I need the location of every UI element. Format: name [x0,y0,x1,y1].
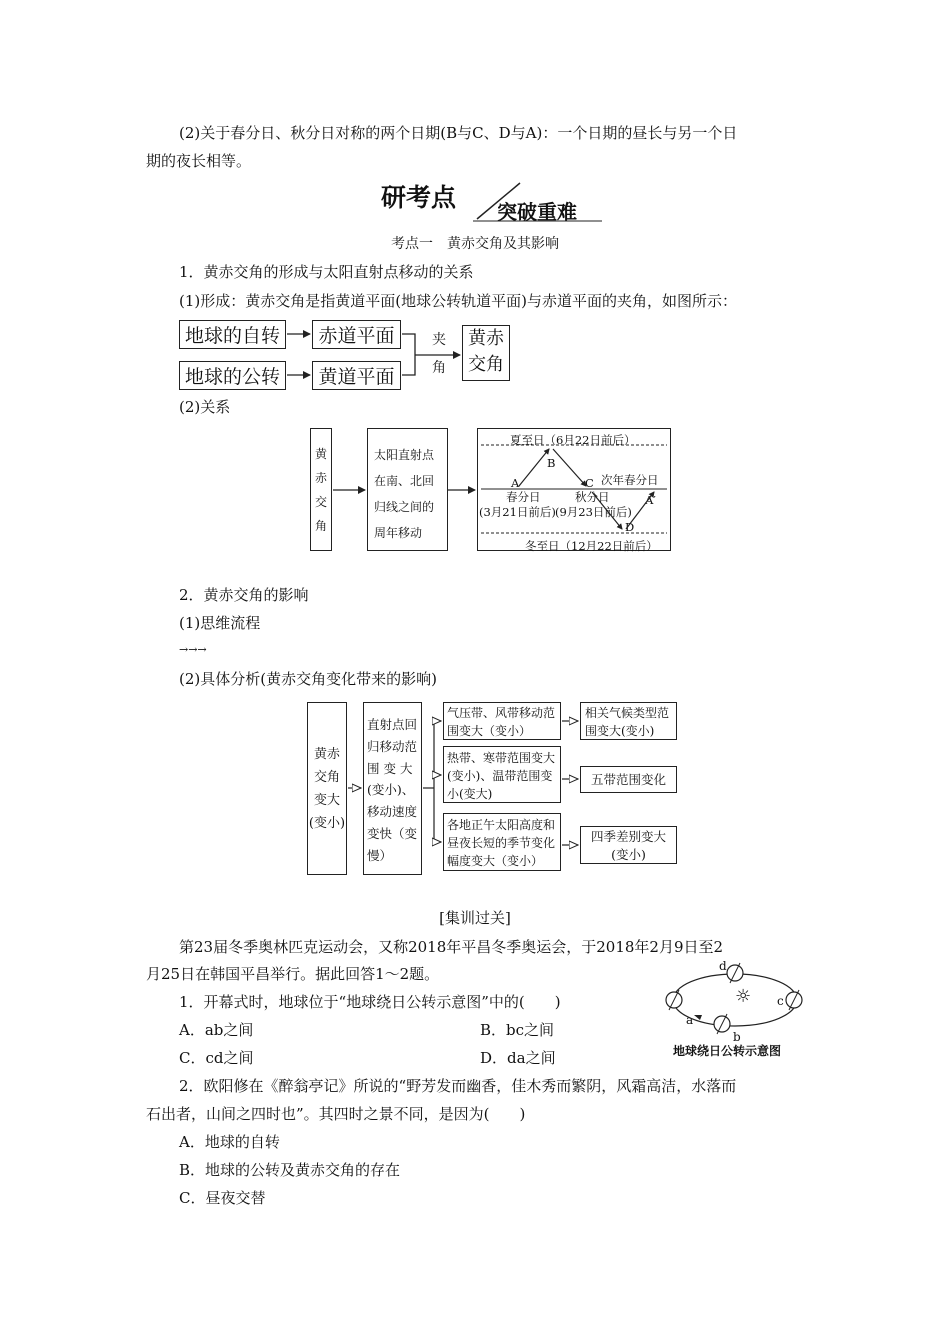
s1-formation: (1)形成：黄赤交角是指黄道平面(地球公转轨道平面)与赤道平面的夹角，如图所示： [179,292,737,310]
label-spring-equinox: 春分日 [506,490,541,504]
mid-line-1: 太阳直射点 [374,448,435,462]
mid-line-2: 在南、北回 [374,474,435,488]
label-autumn-date: (9月23日前后) [555,505,632,519]
left-line-4: (变小) [308,816,346,831]
vchar-1: 黄 [314,447,327,461]
vchar-4: 角 [314,519,327,533]
label-spring-date: (3月21日前后) [479,505,556,519]
mid-line-4: 周年移动 [374,526,423,540]
label-point-a-prime: A′ [645,493,656,507]
o1-line-2: 围变大(变小) [585,724,655,738]
earth-c-icon [786,990,802,1010]
earth-d-icon [727,963,743,983]
label-summer-solstice: 夏至日（6月22日前后） [510,433,636,447]
angle-label-top: 夹 [432,332,446,348]
box-earth-rotation: 地球的自转 [179,320,286,349]
orbit-label-c: c [777,994,784,1008]
label-point-b: B [547,456,556,470]
earth-a-icon [666,990,682,1010]
s1-relation: (2)关系 [179,398,231,416]
left-line-2: 交角 [313,770,340,785]
label-next-spring: 次年春分日 [601,473,659,487]
s1-heading: 1．黄赤交角的形成与太阳直射点移动的关系 [179,263,474,281]
section-title: 考点一 黄赤交角及其影响 [391,236,559,252]
orbit-label-d: d [719,959,727,973]
mid3-line-6: 变快（变 [367,825,418,841]
angle-label-bottom: 角 [432,360,446,376]
formation-arrows [287,334,460,375]
practice-intro-1: 第23届冬季奥林匹克运动会，又称2018年平昌冬季奥运会，于2018年2月9日至2 [179,938,724,956]
orbit-label-b: b [733,1030,741,1044]
intro-line-1: (2)关于春分日、秋分日对称的两个日期(B与C、D与A)：一个日期的昼长与另一个日 [179,124,738,142]
o3-line-1: 四季差别变大 [590,829,666,844]
result-line-2: 交角 [468,354,504,375]
r2-line-2: (变小)、温带范围变 [447,769,553,783]
left-line-3: 变大 [313,793,340,808]
r3-line-2: 昼夜长短的季节变化 [447,836,556,850]
s2-analysis: (2)具体分析(黄赤交角变化带来的影响) [179,670,437,688]
label-point-c: C [585,476,594,490]
box-five-zones: 五带范围变化 [580,766,677,793]
q1-option-b: B．bc之间 [480,1021,555,1039]
label-winter-solstice: 冬至日（12月22日前后） [525,539,658,553]
question-2-line-2: 石出者，山间之四时也”。其四时之景不同，是因为( ) [146,1105,526,1123]
orbit-direction-arrow [694,1015,702,1020]
r1-line-1: 气压带、风带移动范 [447,706,556,720]
mid3-line-3: 围 变 大 [367,760,413,776]
vchar-3: 交 [314,495,327,509]
q2-option-b: B．地球的公转及黄赤交角的存在 [179,1161,401,1179]
r2-line-1: 热带、寒带范围变大 [447,751,556,765]
mid3-line-4: (变小)、 [367,782,415,798]
o1-line-1: 相关气候类型范 [585,706,670,720]
r1-line-2: 围变大（变小） [447,724,532,738]
label-point-d: D [625,520,635,534]
box-earth-revolution: 地球的公转 [179,361,286,390]
practice-intro-2: 月25日在韩国平昌举行。据此回答1～2题。 [146,965,440,983]
box-equator-plane: 赤道平面 [312,320,401,349]
vchar-2: 赤 [314,471,327,485]
r3-line-1: 各地正午太阳高度和 [447,818,556,832]
mid-line-3: 归线之间的 [374,500,435,514]
q1-option-d: D．da之间 [480,1049,556,1067]
sun-icon: ☼ [735,986,752,1007]
mid3-line-2: 归移动范 [367,738,418,754]
orbit-diagram [666,963,802,1034]
banner-right: 突破重难 [497,200,577,224]
question-1: 1．开幕式时，地球位于“地球绕日公转示意图”中的( ) [179,993,561,1011]
r3-line-3: 幅度变大（变小） [447,854,544,868]
practice-title: [集训过关] [439,909,511,927]
flow-arrows: →→→ [179,643,207,656]
orbit-ellipse [673,974,797,1026]
result-line-1: 黄赤 [468,328,504,349]
mid3-line-5: 移动速度 [367,804,418,820]
banner-left: 研考点 [381,183,457,212]
earth-b-icon [714,1014,730,1034]
mid3-line-1: 直射点回 [367,717,418,732]
sun-path-lines [481,445,667,533]
s2-heading: 2．黄赤交角的影响 [179,586,309,604]
box-ecliptic-plane: 黄道平面 [312,361,401,390]
r2-line-3: 小(变大) [447,787,493,801]
q1-option-a: A．ab之间 [179,1021,254,1039]
left-line-1: 黄赤 [313,747,340,762]
intro-line-2: 期的夜长相等。 [146,152,252,170]
o3-line-2: (变小) [611,847,646,862]
mid3-line-7: 慢） [367,847,393,863]
label-autumn-equinox: 秋分日 [575,490,610,504]
banner-slash [477,183,520,219]
q2-option-c: C．昼夜交替 [179,1189,266,1207]
s2-flow: (1)思维流程 [179,614,261,632]
q1-option-c: C．cd之间 [179,1049,254,1067]
q2-option-a: A．地球的自转 [179,1133,280,1151]
impact-arrows [348,721,578,845]
orbit-label-a: a [686,1013,694,1027]
question-2-line-1: 2．欧阳修在《醉翁亭记》所说的“野芳发而幽香，佳木秀而繁阴，风霜高洁，水落而 [179,1077,737,1095]
label-point-a: A [511,476,520,490]
orbit-caption: 地球绕日公转示意图 [673,1044,782,1058]
